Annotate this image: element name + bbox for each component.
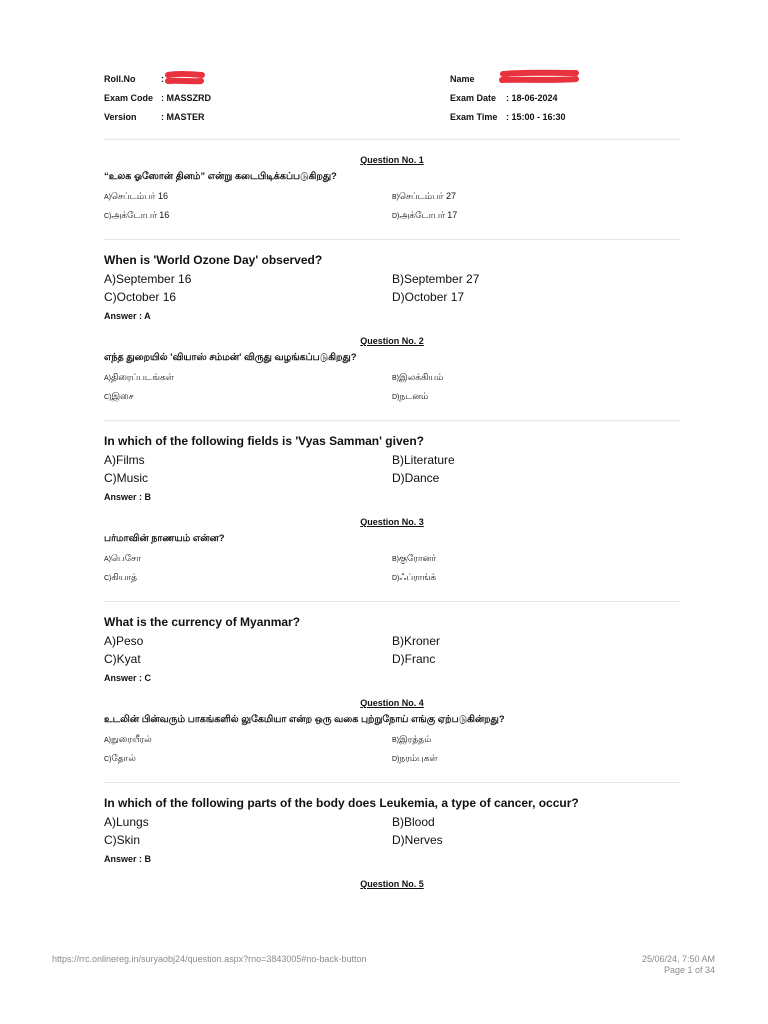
tamil-option-c [104, 751, 390, 767]
tamil-option-a [104, 189, 390, 205]
english-option-a [104, 452, 390, 468]
english-option-c [104, 832, 390, 848]
english-options-row [104, 289, 680, 305]
roll-no-label: Roll.No [104, 74, 136, 84]
english-option-b [392, 271, 678, 287]
option-text: September 27 [404, 272, 480, 286]
option-letter: B) [392, 737, 399, 744]
option-letter: C) [104, 833, 117, 847]
tamil-option-a [104, 370, 390, 386]
english-option-a [104, 271, 390, 287]
english-option-b [392, 633, 678, 649]
question-block [104, 877, 680, 893]
tamil-option-d [392, 208, 678, 224]
answer-text: Answer : B [104, 492, 152, 502]
option-letter: C) [104, 756, 112, 763]
option-letter: A) [104, 634, 116, 648]
english-question-text: What is the currency of Myanmar? [104, 615, 301, 629]
question-block [104, 153, 680, 325]
english-options-row [104, 470, 680, 486]
answer-text: Answer : A [104, 311, 151, 321]
option-text: இசை [111, 391, 134, 401]
tamil-options-row [104, 389, 680, 403]
option-letter: A) [104, 375, 111, 382]
header-divider [104, 139, 680, 140]
exam-date-value: : 18-06-2024 [506, 93, 558, 103]
english-option-a [104, 633, 390, 649]
question-block [104, 334, 680, 506]
option-text: தோல் [111, 753, 136, 763]
english-option-c [104, 470, 390, 486]
english-option-d [392, 832, 678, 848]
footer-url: https://rrc.onlinereg.in/suryaobj24/question.aspx?rno=3843005#no-back-button [52, 954, 367, 964]
english-options-row [104, 832, 680, 848]
tamil-option-c [104, 389, 390, 405]
option-text: Skin [116, 833, 141, 847]
option-letter: D) [392, 394, 400, 401]
section-divider [104, 420, 680, 421]
option-text: Peso [116, 634, 144, 648]
english-options-row [104, 651, 680, 667]
option-text: ஃப்ராங்க் [399, 572, 437, 582]
answer-text: Answer : C [104, 673, 152, 683]
roll-no-colon: : [161, 74, 164, 84]
option-letter: D) [392, 833, 405, 847]
english-options-row [104, 271, 680, 287]
option-letter: A) [104, 737, 111, 744]
question-number: Question No. 1 [360, 155, 424, 165]
exam-time-label: Exam Time [450, 112, 498, 122]
tamil-options-row [104, 751, 680, 765]
option-text: இலக்கியம் [399, 372, 444, 382]
option-letter: C) [104, 213, 112, 220]
option-letter: C) [104, 290, 117, 304]
exam-date-label: Exam Date [450, 93, 497, 103]
question-number: Question No. 3 [360, 517, 424, 527]
option-text: Blood [404, 815, 435, 829]
option-letter: C) [104, 652, 117, 666]
option-text: செப்டம்பர் 16 [111, 191, 169, 201]
tamil-options-row [104, 208, 680, 222]
option-letter: A) [104, 194, 111, 201]
option-text: October 16 [116, 290, 177, 304]
option-text: Franc [404, 652, 436, 666]
version-value: : MASTER [161, 112, 205, 122]
tamil-options-row [104, 732, 680, 746]
option-text: செப்டம்பர் 27 [399, 191, 457, 201]
tamil-question-text: பர்மாவின் நாணயம் என்ன? [104, 533, 225, 544]
option-letter: B) [392, 194, 399, 201]
name-redaction-mark [497, 67, 583, 89]
answer-text: Answer : B [104, 854, 152, 864]
option-letter: D) [392, 575, 400, 582]
footer-page-number: Page 1 of 34 [663, 965, 715, 975]
option-text: அக்டோபர் 17 [399, 210, 458, 220]
option-text: குரோனர் [399, 553, 437, 563]
tamil-options-row [104, 570, 680, 584]
tamil-option-d [392, 751, 678, 767]
option-text: Music [116, 471, 149, 485]
tamil-option-a [104, 551, 390, 567]
option-letter: D) [392, 756, 400, 763]
option-text: திரைப்படங்கள் [111, 372, 174, 382]
exam-code-label: Exam Code [104, 93, 154, 103]
tamil-option-c [104, 570, 390, 586]
english-question-text: In which of the following parts of the body does Leukemia, a type of cancer, occur? [104, 796, 579, 810]
option-letter: B) [392, 556, 399, 563]
option-letter: B) [392, 375, 399, 382]
english-option-a [104, 814, 390, 830]
tamil-option-b [392, 370, 678, 386]
option-text: நுரையீரல் [111, 734, 152, 744]
option-letter: C) [104, 394, 112, 401]
option-letter: A) [104, 453, 116, 467]
question-block [104, 515, 680, 687]
option-letter: B) [392, 634, 404, 648]
option-letter: A) [104, 556, 111, 563]
option-text: இரத்தம் [399, 734, 432, 744]
version-label: Version [104, 112, 137, 122]
exam-time-value: : 15:00 - 16:30 [506, 112, 566, 122]
option-text: Lungs [116, 815, 149, 829]
option-text: அக்டோபர் 16 [111, 210, 170, 220]
exam-code-value: : MASSZRD [161, 93, 211, 103]
option-text: Nerves [404, 833, 443, 847]
option-text: நரம்புகள் [399, 753, 438, 763]
english-option-d [392, 289, 678, 305]
roll-no-redaction-mark [163, 69, 207, 89]
english-question-text: When is 'World Ozone Day' observed? [104, 253, 323, 267]
option-letter: C) [104, 575, 112, 582]
english-question-text: In which of the following fields is 'Vyas Samman' given? [104, 434, 424, 448]
english-option-b [392, 814, 678, 830]
tamil-option-c [104, 208, 390, 224]
english-option-b [392, 452, 678, 468]
option-text: Kyat [116, 652, 141, 666]
tamil-question-text: உடலின் பின்வரும் பாகங்களில் லுகேமியா என்ற ஒரு வகை புற்றுநோய் எங்கு ஏற்படுகின்றது? [104, 714, 505, 725]
question-number: Question No. 2 [360, 336, 424, 346]
section-divider [104, 601, 680, 602]
tamil-options-row [104, 370, 680, 384]
tamil-options-row [104, 189, 680, 203]
tamil-question-text: எந்த துறையில் 'வியாஸ் சம்மன்' விருது வழங்கப்படுகிறது? [104, 352, 357, 363]
option-letter: D) [392, 471, 405, 485]
option-letter: D) [392, 213, 400, 220]
english-options-row [104, 633, 680, 649]
option-letter: B) [392, 815, 404, 829]
section-divider [104, 239, 680, 240]
option-text: Literature [404, 453, 455, 467]
option-letter: D) [392, 652, 405, 666]
tamil-option-b [392, 551, 678, 567]
tamil-options-row [104, 551, 680, 565]
option-text: பெசோ [111, 553, 141, 563]
question-block [104, 696, 680, 868]
footer-timestamp: 25/06/24, 7:50 AM [641, 954, 715, 964]
tamil-question-text: “உலக ஓஸோன் தினம்” என்று கடைபிடிக்கப்படுகிறது? [104, 171, 337, 182]
tamil-option-b [392, 189, 678, 205]
option-letter: C) [104, 471, 117, 485]
option-text: Films [116, 453, 145, 467]
english-option-d [392, 651, 678, 667]
option-letter: D) [392, 290, 405, 304]
tamil-option-b [392, 732, 678, 748]
tamil-option-d [392, 570, 678, 586]
question-number: Question No. 4 [360, 698, 424, 708]
option-letter: A) [104, 272, 116, 286]
option-text: கியாத் [111, 572, 138, 582]
question-number: Question No. 5 [360, 879, 424, 889]
option-text: Kroner [404, 634, 441, 648]
name-label: Name [450, 74, 475, 84]
option-text: September 16 [116, 272, 192, 286]
english-option-c [104, 651, 390, 667]
english-options-row [104, 452, 680, 468]
option-letter: B) [392, 453, 404, 467]
section-divider [104, 782, 680, 783]
tamil-option-a [104, 732, 390, 748]
option-text: October 17 [404, 290, 465, 304]
option-letter: A) [104, 815, 116, 829]
option-text: Dance [404, 471, 440, 485]
option-letter: B) [392, 272, 404, 286]
option-text: நடனம் [399, 391, 429, 401]
tamil-option-d [392, 389, 678, 405]
english-option-c [104, 289, 390, 305]
english-option-d [392, 470, 678, 486]
english-options-row [104, 814, 680, 830]
